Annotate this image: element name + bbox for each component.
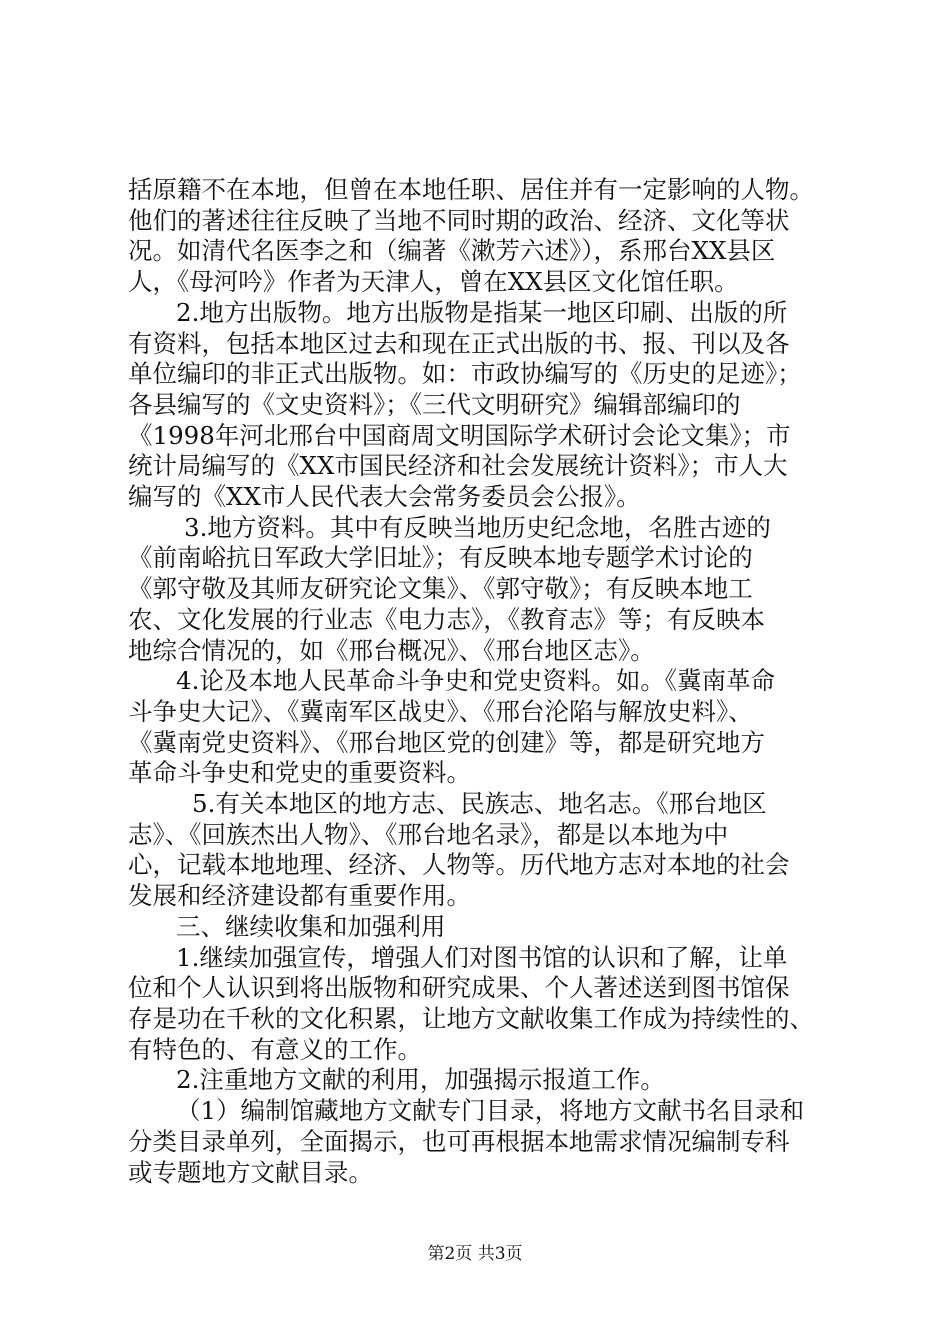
text-line: 有特色的、有意义的工作。 [128,1034,422,1064]
text-line: 各县编写的《文史资料》；《三代文明研究》编辑部编印的 [128,389,741,419]
text-line: 革命斗争史和党史的重要资料。 [128,758,471,788]
text-line: 位和个人认识到将出版物和研究成果、个人著述送到图书馆保 [128,973,790,1003]
text-line: 有资料，包括本地区过去和现在正式出版的书、报、刊以及各 [128,328,790,358]
text-line: 志》、《回族杰出人物》、《邢台地名录》，都是以本地为中 [128,819,729,849]
text-line: 人，《母河吟》作者为天津人，曾在XX县区文化馆任职。 [128,267,739,297]
text-line: 1.继续加强宣传，增强人们对图书馆的认识和了解，让单 [176,942,788,972]
body-text [128,175,848,1188]
text-line: 《1998年河北邢台中国商周文明国际学术研讨会论文集》；市 [128,420,791,450]
text-line: 他们的著述往往反映了当地不同时期的政治、经济、文化等状 [128,205,790,235]
text-line: 3.地方资料。其中有反映当地历史纪念地，名胜古迹的 [184,512,771,542]
text-line: 括原籍不在本地，但曾在本地任职、居住并有一定影响的人物。 [128,175,814,204]
text-line: 农、文化发展的行业志《电力志》，《教育志》等；有反映本 [128,604,765,634]
text-line: 统计局编写的《XX市国民经济和社会发展统计资料》；市人大 [128,451,788,481]
page-number: 第2页 共3页 [427,1244,523,1264]
text-line: 三、继续收集和加强利用 [176,911,446,941]
text-line: 《冀南党史资料》、《邢台地区党的创建》等，都是研究地方 [128,727,765,757]
text-line: 斗争史大记》、《冀南军区战史》、《邢台沦陷与解放史料》、 [128,696,753,726]
text-line: 2.注重地方文献的利用，加强揭示报道工作。 [176,1065,665,1095]
text-line: 《前南峪抗日军政大学旧址》；有反映本地专题学术讨论的 [128,543,753,573]
text-line: （1）编制馆藏地方文献专门目录，将地方文献书名目录和 [176,1096,805,1126]
text-line: 单位编印的非正式出版物。如：市政协编写的《历史的足迹》； [128,359,802,389]
text-line: 心，记载本地地理、经济、人物等。历代地方志对本地的社会 [128,850,790,880]
text-line: 发展和经济建设都有重要作用。 [128,881,471,911]
text-line: 况。如清代名医李之和（编著《漱芳六述》），系邢台XX县区 [128,236,776,266]
text-line: 《郭守敬及其师友研究论文集》、《郭守敬》；有反映本地工 [128,574,753,604]
text-line: 5.有关本地区的地方志、民族志、地名志。《邢台地区 [192,789,767,819]
text-line: 地综合情况的，如《邢台概况》、《邢台地区志》。 [128,635,655,665]
text-line: 4.论及本地人民革命斗争史和党史资料。如。《冀南革命 [176,666,776,696]
text-line: 存是功在千秋的文化积累，让地方文献收集工作成为持续性的、 [128,1003,814,1033]
text-line: 或专题地方文献目录。 [128,1157,373,1187]
text-line: 编写的《XX市人民代表大会常务委员会公报》。 [128,482,641,512]
text-line: 2.地方出版物。地方出版物是指某一地区印刷、出版的所 [176,297,788,327]
text-line: 分类目录单列，全面揭示，也可再根据本地需求情况编制专科 [128,1126,790,1156]
